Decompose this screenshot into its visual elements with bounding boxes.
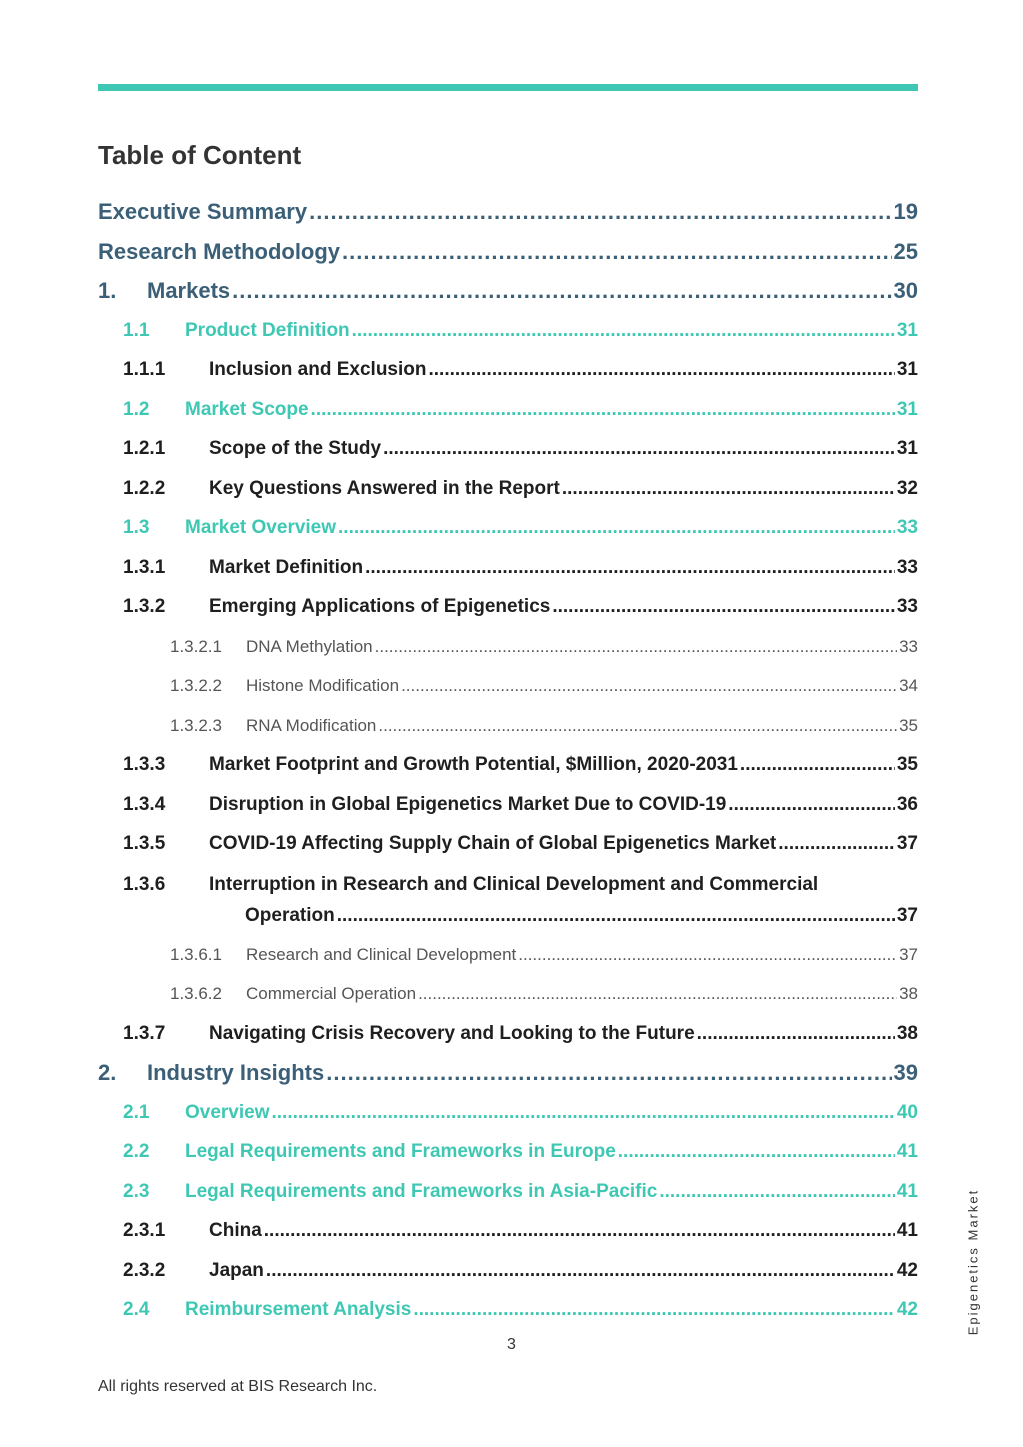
toc-entry-number: 1.1.1 [123, 359, 166, 380]
toc-entry-number: 1.3.2.3 [170, 715, 222, 735]
toc-entry-number: 1.1 [123, 319, 150, 341]
toc-entry-page: 31 [896, 398, 918, 420]
toc-entry-page: 41 [896, 1220, 918, 1241]
side-label-text: Epigenetics Market [965, 1188, 981, 1336]
toc-entry-number: 1.3.6.2 [170, 984, 222, 1003]
toc-entry[interactable] [98, 390, 918, 430]
toc-entry[interactable] [98, 587, 918, 627]
toc-entry-page: 42 [896, 1299, 918, 1320]
toc-entry-text: Emerging Applications of Epigenetics [209, 596, 551, 617]
toc-entry-number: 2.4 [123, 1299, 150, 1320]
toc-entry-text: Executive Summary [98, 199, 308, 224]
toc-entry-number: 1.3.7 [123, 1022, 166, 1044]
toc-entry[interactable] [98, 508, 918, 548]
toc-entry-text: Research and Clinical Development [246, 944, 517, 964]
toc-entry-text: DNA Methylation [246, 636, 373, 656]
toc-entry-number: 2.2 [123, 1141, 150, 1162]
toc-entry[interactable] [98, 1211, 918, 1251]
toc-entry-number: 1. [98, 278, 117, 303]
toc-entry-page: 35 [896, 754, 918, 775]
toc-leader [326, 1053, 891, 1093]
toc-entry-page: 31 [896, 438, 918, 459]
toc-entry-number: 2.3 [123, 1180, 150, 1202]
toc-entry-text: Market Scope [185, 398, 309, 420]
toc-entry-page: 42 [896, 1259, 918, 1281]
toc-leader [375, 627, 897, 667]
toc-leader [401, 666, 897, 706]
toc-entry[interactable] [98, 864, 918, 935]
toc-leader [337, 900, 895, 931]
toc-entry[interactable] [98, 429, 918, 469]
toc-entry[interactable] [98, 1172, 918, 1212]
toc-leader [418, 974, 897, 1014]
toc-leader [266, 1251, 895, 1291]
toc-leader [338, 508, 895, 548]
toc-entry-page: 30 [893, 278, 918, 303]
toc-entry[interactable] [98, 1093, 918, 1133]
toc-entry-text: Disruption in Global Epigenetics Market Due to COVID-19 [209, 793, 727, 815]
toc-entry[interactable] [98, 469, 918, 509]
toc-entry-page: 25 [893, 238, 918, 264]
toc-entry-text: Research Methodology [98, 238, 341, 264]
toc-entry[interactable] [98, 271, 918, 311]
toc-leader [383, 429, 895, 469]
toc-entry[interactable] [98, 627, 918, 667]
toc-entry-number: 2. [98, 1060, 117, 1085]
toc-entry-page: 33 [896, 556, 918, 578]
toc-entry-page: 36 [896, 793, 918, 815]
toc-entry[interactable] [98, 974, 918, 1014]
toc-entry-page: 31 [896, 319, 918, 341]
toc-entry-number: 1.3 [123, 517, 150, 538]
toc-entry-page: 37 [896, 833, 918, 854]
toc-entry-text: Japan [209, 1259, 264, 1281]
toc-entry-page: 33 [899, 636, 918, 656]
toc-entry-page: 38 [899, 984, 918, 1003]
toc-entry-number: 1.3.2.1 [170, 636, 222, 656]
toc-entry-text: Inclusion and Exclusion [209, 359, 427, 380]
toc-entry-page: 32 [896, 477, 918, 499]
toc-leader [272, 1093, 895, 1133]
toc-leader [232, 271, 891, 311]
toc-entry-text: Markets [147, 278, 231, 303]
toc-entry-page: 41 [896, 1180, 918, 1202]
top-accent-rule [98, 84, 918, 91]
toc-entry-number: 1.3.6.1 [170, 944, 222, 964]
toc-entry-text: Interruption in Research and Clinical Development and Commercial [209, 873, 819, 895]
toc-entry-page: 33 [896, 596, 918, 617]
toc-entry-number: 1.3.2 [123, 596, 166, 617]
toc-entry-text: Legal Requirements and Frameworks in Asia-Pacific [185, 1180, 658, 1202]
toc-entry-number: 1.3.4 [123, 793, 166, 815]
toc-entry[interactable] [98, 785, 918, 825]
toc-entry-number: 2.1 [123, 1101, 150, 1123]
toc-entry-page: 37 [896, 904, 918, 926]
toc-entry[interactable] [98, 745, 918, 785]
toc-entry[interactable] [98, 350, 918, 390]
toc-entry[interactable] [98, 1053, 918, 1093]
toc-entry-text: Market Overview [185, 517, 337, 538]
toc-leader [618, 1132, 895, 1172]
toc-entry-text: Product Definition [185, 319, 350, 341]
toc-leader [378, 706, 897, 746]
toc-entry-text: Histone Modification [246, 676, 400, 695]
toc-entry-page: 38 [896, 1022, 918, 1044]
toc-entry-text: Market Definition [209, 556, 364, 578]
toc-entry-text: Industry Insights [147, 1060, 325, 1085]
toc-leader [342, 232, 891, 272]
toc-entry-text: Key Questions Answered in the Report [209, 477, 560, 499]
toc-entry-number: 2.3.1 [123, 1220, 166, 1241]
toc-entry-page: 33 [896, 517, 918, 538]
toc-entry-page: 35 [899, 715, 918, 735]
toc-leader [778, 824, 895, 864]
toc-entry[interactable] [98, 192, 918, 232]
toc-entry-number: 1.2.2 [123, 477, 166, 499]
toc-entry[interactable] [98, 232, 918, 272]
toc-leader [413, 1290, 895, 1330]
toc-entry-text: Market Footprint and Growth Potential, $Million, 2020-2031 [209, 754, 738, 775]
toc-leader [697, 1014, 895, 1054]
toc-entry[interactable] [98, 1132, 918, 1172]
toc-leader [728, 785, 895, 825]
footer-copyright: All rights reserved at BIS Research Inc. [98, 1378, 378, 1395]
toc-entry-page: 39 [893, 1060, 918, 1085]
toc-entry-number: 1.3.1 [123, 556, 166, 578]
toc-entry-number: 1.3.3 [123, 754, 166, 775]
toc-leader [740, 745, 895, 785]
page-title: Table of Content [98, 140, 302, 170]
page-number: 3 [507, 1336, 516, 1353]
toc-entry-text-continued: Operation [245, 904, 335, 926]
toc-leader [518, 935, 897, 975]
toc-entry-number: 2.3.2 [123, 1259, 166, 1281]
toc-entry-text: Navigating Crisis Recovery and Looking to the Future [209, 1022, 695, 1044]
toc-leader [365, 548, 895, 588]
toc-entry-text: Commercial Operation [246, 984, 417, 1003]
toc-entry-text: Overview [185, 1101, 270, 1123]
toc-entry[interactable] [98, 935, 918, 975]
toc-leader [311, 390, 895, 430]
toc-entry[interactable] [98, 666, 918, 706]
toc-entry[interactable] [98, 824, 918, 864]
toc-entry-number: 1.2 [123, 398, 150, 420]
toc-entry[interactable] [98, 1290, 918, 1330]
toc-entry-number: 1.3.5 [123, 833, 166, 854]
toc-entry-page: 37 [899, 944, 918, 964]
toc-entry-page: 34 [899, 676, 918, 695]
toc-entry-text: Scope of the Study [209, 438, 382, 459]
toc-entry[interactable] [98, 706, 918, 746]
toc-entry-text: Legal Requirements and Frameworks in Europe [185, 1141, 616, 1162]
toc-entry-page: 40 [896, 1101, 918, 1123]
toc-entry-number: 1.3.2.2 [170, 676, 222, 695]
toc-leader [659, 1172, 895, 1212]
toc-leader [428, 350, 894, 390]
toc-entry-text: Reimbursement Analysis [185, 1299, 412, 1320]
toc-entry-number: 1.3.6 [123, 873, 166, 895]
toc-leader [552, 587, 895, 627]
toc-leader [562, 469, 895, 509]
toc-entry[interactable] [98, 548, 918, 588]
toc-entry[interactable] [98, 311, 918, 351]
toc-entry[interactable] [98, 1251, 918, 1291]
toc-leader [352, 311, 895, 351]
toc-leader [264, 1211, 895, 1251]
toc-entry-number: 1.2.1 [123, 438, 166, 459]
toc-leader [309, 192, 891, 232]
toc-entry-page: 31 [896, 359, 918, 380]
toc-entry-page: 19 [893, 199, 918, 224]
toc-entry-text: RNA Modification [246, 715, 377, 735]
toc-entry-text: China [209, 1220, 262, 1241]
table-of-contents [98, 192, 918, 1330]
toc-entry-text: COVID-19 Affecting Supply Chain of Global Epigenetics Market [209, 833, 777, 854]
toc-entry-page: 41 [896, 1141, 918, 1162]
toc-entry[interactable] [98, 1014, 918, 1054]
